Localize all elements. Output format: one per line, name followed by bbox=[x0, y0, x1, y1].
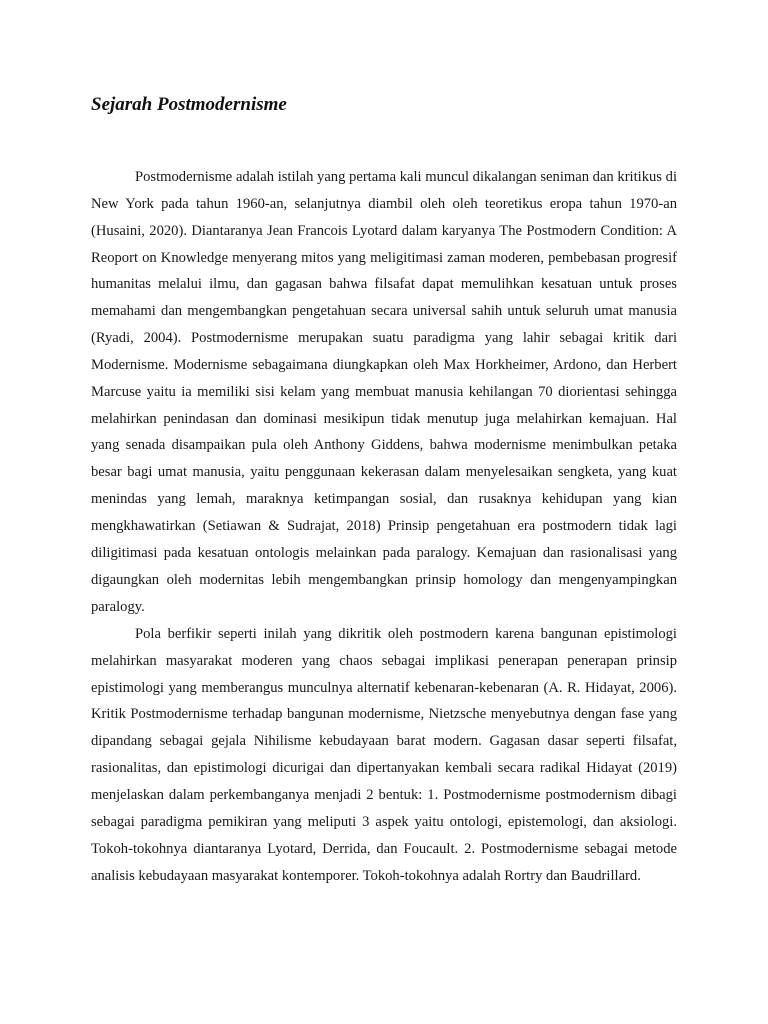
body-paragraph: Postmodernisme adalah istilah yang pertama kali muncul dikalangan seniman dan kritikus di New York pada tahun 1960-an, selanjutnya diambil oleh oleh teoretikus eropa tahun 1970-an (Husaini, 2020). Diantaranya Jean Francois Lyotard dalam karyanya The Postmodern Condition: A Reoport on Knowledge menyerang mitos yang meligitimasi zaman moderen, pembebasan progresif humanitas melalui ilmu, dan gagasan bahwa filsafat dapat memulihkan kesatuan untuk proses memahami dan mengembangkan pengetahuan secara universal sahih untuk seluruh umat manusia (Ryadi, 2004). Postmodernisme merupakan suatu paradigma yang lahir sebagai kritik dari Modernisme. Modernisme sebagaimana diungkapkan oleh Max Horkheimer, Ardono, dan Herbert Marcuse yaitu ia memiliki sisi kelam yang membuat manusia kehilangan 70 diorientasi sehingga melahirkan penindasan dan dominasi mesikipun tidak menutup juga melahirkan kemajuan. Hal yang senada disampaikan pula oleh Anthony Giddens, bahwa modernisme menimbulkan petaka besar bagi umat manusia, yaitu penggunaan kekerasan dalam menyelesaikan sengketa, yang kuat menindas yang lemah, maraknya ketimpangan sosial, dan rusaknya kehidupan yang kian mengkhawatirkan (Setiawan & Sudrajat, 2018) Prinsip pengetahuan era postmodern tidak lagi diligitimasi pada kesatuan ontologis melainkan pada paralogy. Kemajuan dan rasionalisasi yang digaungkan oleh modernitas lebih mengembangkan prinsip homology dan mengenyampingkan paralogy. bbox=[91, 169, 677, 615]
document-body bbox=[91, 164, 677, 889]
page-title: Sejarah Postmodernisme bbox=[91, 94, 287, 115]
body-paragraph: Pola berfikir seperti inilah yang dikritik oleh postmodern karena bangunan epistimologi melahirkan masyarakat moderen yang chaos sebagai implikasi penerapan penerapan prinsip epistimologi yang memberangus munculnya alternatif kebenaran-kebenaran (A. R. Hidayat, 2006). Kritik Postmodernisme terhadap bangunan modernisme, Nietzsche menyebutnya dengan fase yang dipandang sebagai gejala Nihilisme kebudayaan barat modern. Gagasan dasar seperti filsafat, rasionalitas, dan epistimologi dicurigai dan dipertanyakan kembali secara radikal Hidayat (2019) menjelaskan dalam perkembanganya menjadi 2 bentuk: 1. Postmodernisme postmodernism dibagi sebagai paradigma pemikiran yang meliputi 3 aspek yaitu ontologi, epistemologi, dan aksiologi. Tokoh-tokohnya diantaranya Lyotard, Derrida, dan Foucault. 2. Postmodernisme sebagai metode analisis kebudayaan masyarakat kontemporer. Tokoh-tokohnya adalah Rortry dan Baudrillard. bbox=[91, 625, 677, 884]
